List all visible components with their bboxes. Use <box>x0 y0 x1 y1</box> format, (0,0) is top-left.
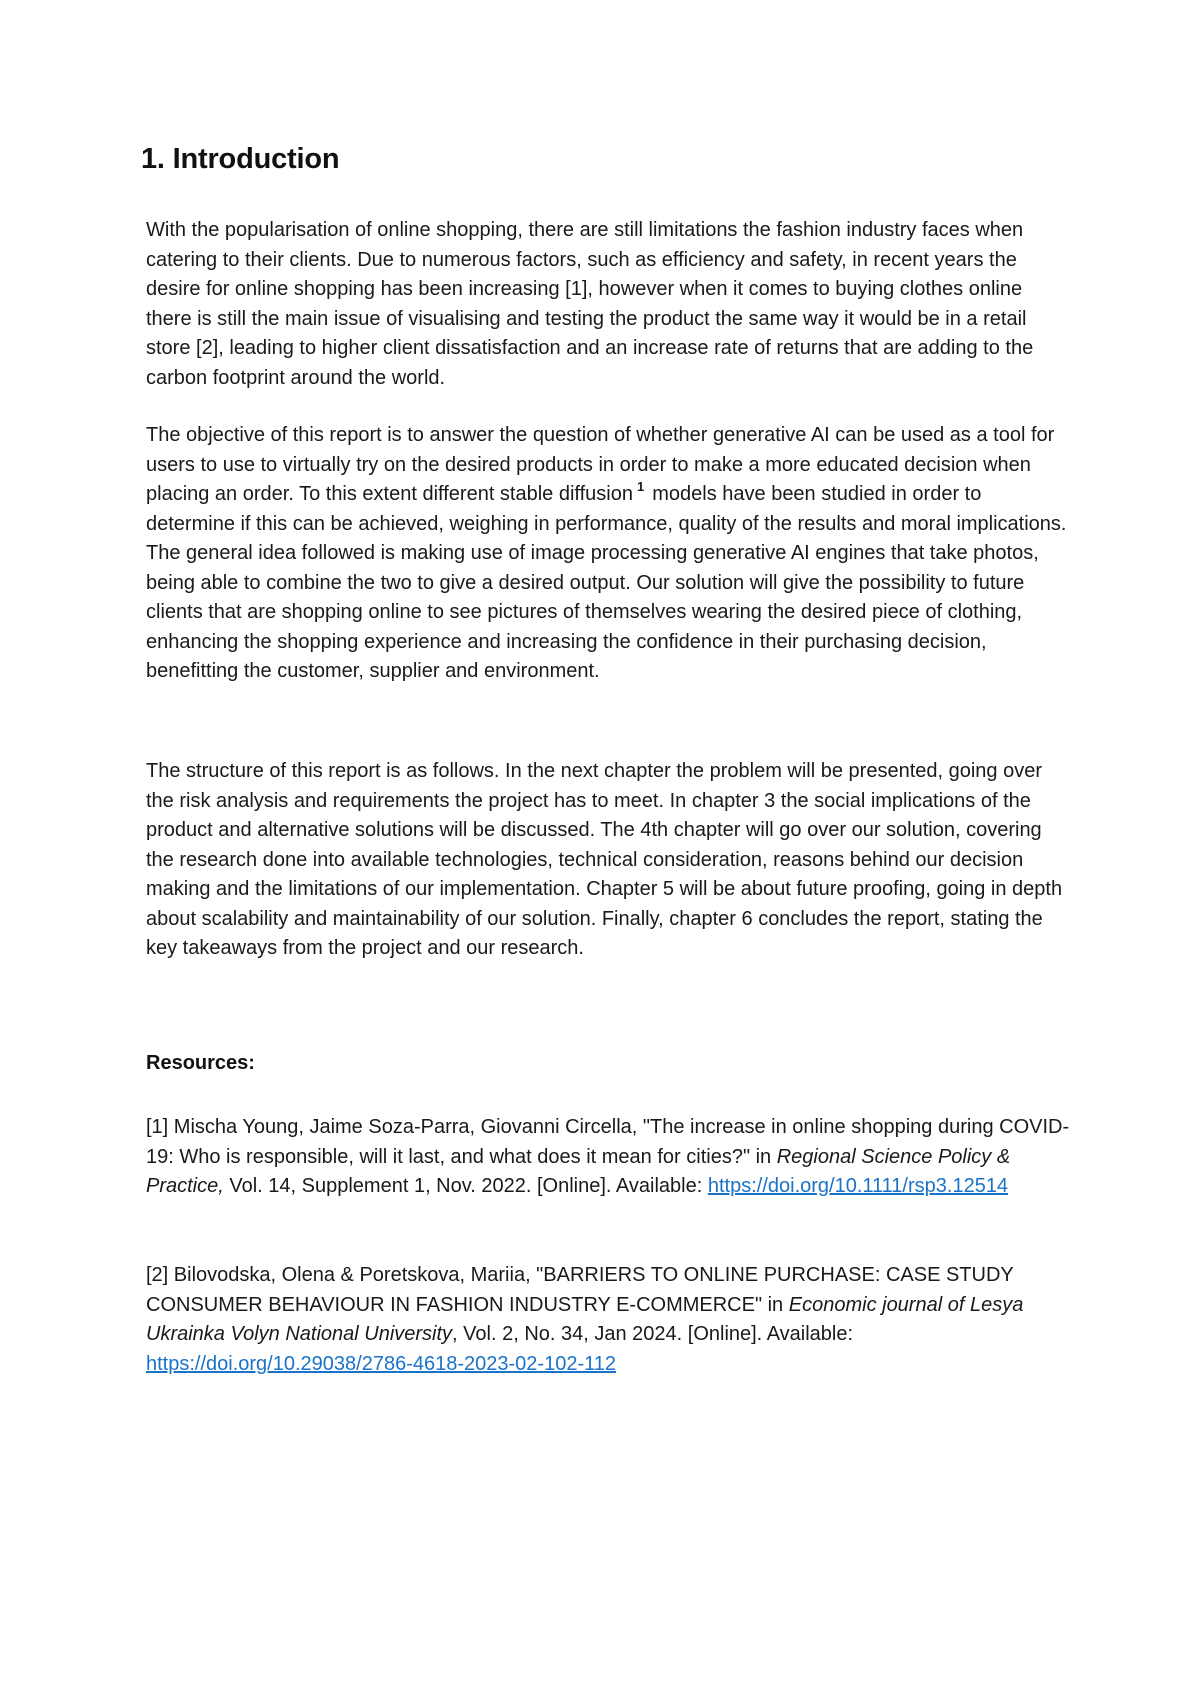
resources-heading: Resources: <box>146 1052 255 1074</box>
footnote-marker[interactable]: 1 <box>637 479 645 494</box>
reference-1-journal: Regional Science Policy & Practice, <box>146 1145 1011 1197</box>
reference-2-details: , Vol. 2, No. 34, Jan 2024. [Online]. Available: <box>452 1323 854 1345</box>
reference-1 <box>146 1113 1071 1202</box>
section-heading: 1. Introduction <box>141 143 340 175</box>
reference-2-journal: Economic journal of Lesya Ukrainka Volyn National University <box>146 1293 1024 1345</box>
reference-2-link[interactable]: https://doi.org/10.29038/2786-4618-2023-02-102-112 <box>146 1352 616 1375</box>
reference-2-text: [2] Bilovodska, Olena & Poretskova, Mariia, "BARRIERS TO ONLINE PURCHASE: CASE STUDY CONSUMER BEHAVIOUR IN FASHION INDUSTRY E-COMMERCE" in <box>146 1264 1014 1316</box>
paragraph-2-text-end: models have been studied in order to determine if this can be achieved, weighing in performance, quality of the results and moral implications. The general idea followed is making use of image processing generative AI engines that take photos, being able to combine the two to give a desired output. Our solution will give the possibility to future clients that are shopping online to see pictures of themselves wearing the desired piece of clothing, enhancing the shopping experience and increasing the confidence in their purchasing decision, benefitting the customer, supplier and environment. <box>146 483 1067 682</box>
reference-1-details: Vol. 14, Supplement 1, Nov. 2022. [Online]. Available: <box>229 1175 703 1197</box>
reference-2 <box>146 1261 1071 1379</box>
reference-1-link[interactable]: https://doi.org/10.1111/rsp3.12514 <box>707 1175 1009 1197</box>
paragraph-2-text-start: The objective of this report is to answer the question of whether generative AI can be used as a tool for users to use to virtually try on the desired products in order to make a more educated decision when placing an order. To this extent different stable diffusion <box>146 424 1055 505</box>
reference-1-text: [1] Mischa Young, Jaime Soza-Parra, Giovanni Circella, "The increase in online shopping during COVID-19: Who is responsible, will it last, and what does it mean for cities?" in <box>146 1116 1070 1168</box>
intro-paragraph-1: With the popularisation of online shopping, there are still limitations the fashion industry faces when catering to their clients. Due to numerous factors, such as efficiency and safety, in recent years the desire for online shopping has been increasing [1], however when it comes to buying clothes online there is still the main issue of visualising and testing the product the same way it would be in a retail store [2], leading to higher client dissatisfaction and an increase rate of returns that are adding to the carbon footprint around the world. <box>146 219 1034 389</box>
intro-paragraph-3: The structure of this report is as follows. In the next chapter the problem will be presented, going over the risk analysis and requirements the project has to meet. In chapter 3 the social implications of the product and alternative solutions will be discussed. The 4th chapter will go over our solution, covering the research done into available technologies, technical consideration, reasons behind our decision making and the limitations of our implementation. Chapter 5 will be about future proofing, going in depth about scalability and maintainability of our solution. Finally, chapter 6 concludes the report, stating the key takeaways from the project and our research. <box>146 760 1063 959</box>
intro-paragraph-2 <box>146 421 1071 687</box>
